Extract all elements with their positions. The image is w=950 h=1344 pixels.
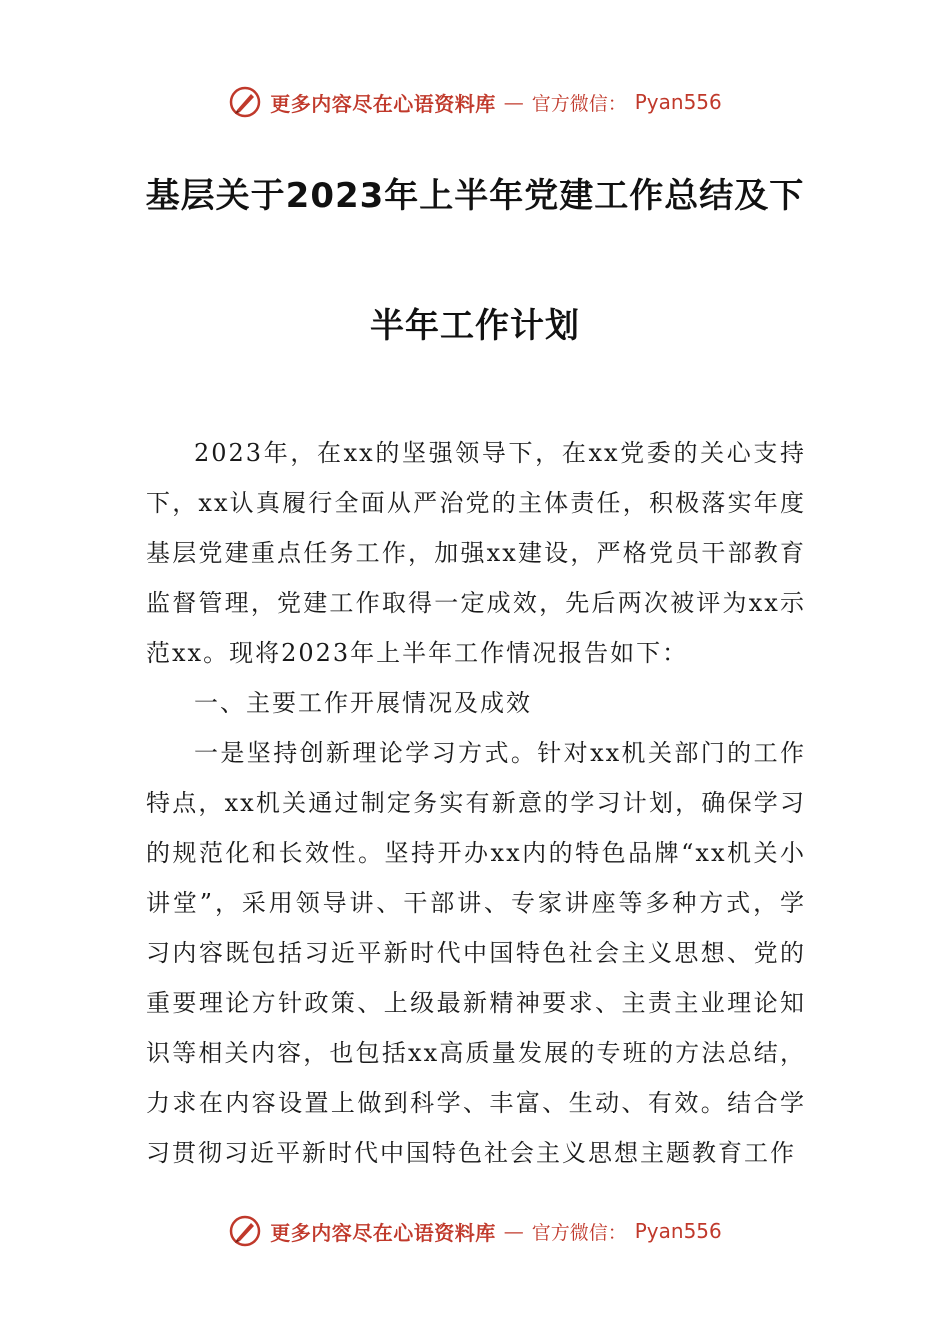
document-body — [146, 428, 806, 1178]
banner-text: 更多内容尽在心语资料库 — [270, 1220, 496, 1245]
document-title-line-2: 半年工作计划 — [370, 306, 580, 346]
section-heading: 一、主要工作开展情况及成效 — [194, 689, 532, 717]
paragraph-intro: 2023年，在xx的坚强领导下，在xx党委的关心支持下，xx认真履行全面从严治党的主体责任，积极落实年度基层党建重点任务工作，加强xx建设，严格党员干部教育监督管理，党建工作取得一定成效，先后两次被评为xx示范xx。现将2023年上半年工作情况报告如下： — [146, 439, 806, 667]
banner-wechat-id: Pyan556 — [634, 90, 722, 114]
banner-wechat-label: 官方微信： — [531, 1221, 627, 1244]
pen-logo-icon — [228, 85, 262, 119]
header-banner — [0, 80, 950, 124]
banner-wechat-label: 官方微信： — [531, 92, 627, 115]
document-title-line-1: 基层关于2023年上半年党建工作总结及下 — [145, 176, 805, 216]
banner-wechat-id: Pyan556 — [634, 1219, 722, 1243]
paragraph-first-point: 一是坚持创新理论学习方式。针对xx机关部门的工作特点，xx机关通过制定务实有新意的学习计划，确保学习的规范化和长效性。坚持开办xx内的特色品牌“xx机关小讲堂”，采用领导讲、干部讲、专家讲座等多种方式，学习内容既包括习近平新时代中国特色社会主义思想、党的重要理论方针政策、上级最新精神要求、主责主业理论知识等相关内容，也包括xx高质量发展的专班的方法总结，力求在内容设置上做到科学、丰富、生动、有效。结合学习贯彻习近平新时代中国特色社会主义思想主题教育工作 — [146, 739, 806, 1167]
banner-separator: — — [503, 1219, 524, 1243]
pen-logo-icon — [228, 1214, 262, 1248]
banner-separator: — — [503, 90, 524, 114]
footer-banner — [0, 1209, 950, 1253]
banner-text: 更多内容尽在心语资料库 — [270, 91, 496, 116]
